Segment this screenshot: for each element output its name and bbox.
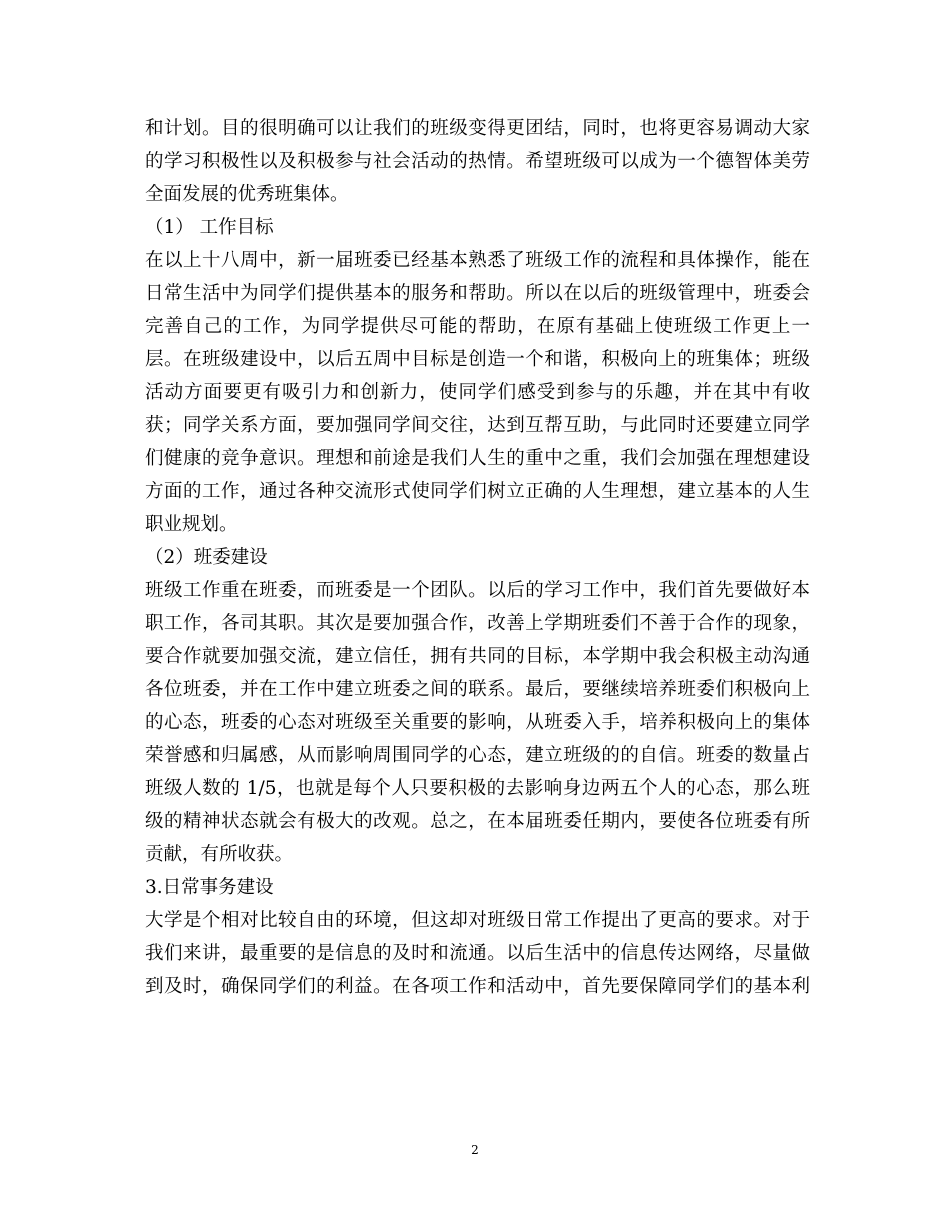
text-line: 的学习积极性以及积极参与社会活动的热情。希望班级可以成为一个德智体美劳 [145, 151, 810, 172]
text-line: 级的精神状态就会有极大的改观。总之，在本届班委任期内，要使各位班委有所 [145, 811, 810, 832]
text-line: 在以上十八周中，新一届班委已经基本熟悉了班级工作的流程和具体操作，能在 [145, 250, 810, 271]
text-line: 各位班委，并在工作中建立班委之间的联系。最后，要继续培养班委们积极向上 [145, 679, 810, 700]
document-body [145, 112, 810, 1003]
text-line: 大学是个相对比较自由的环境，但这却对班级日常工作提出了更高的要求。对于 [145, 910, 810, 931]
text-line: 完善自己的工作，为同学提供尽可能的帮助，在原有基础上使班级工作更上一 [145, 316, 810, 337]
text-line: 贡献，有所收获。 [145, 844, 294, 865]
text-line: （2）班委建设 [145, 547, 268, 568]
text-line: 3.日常事务建设 [145, 877, 274, 898]
text-line: 职工作，各司其职。其次是要加强合作，改善上学期班委们不善于合作的现象， [145, 613, 810, 634]
text-line: 们健康的竞争意识。理想和前途是我们人生的重中之重，我们会加强在理想建设 [145, 448, 810, 469]
page-number: 2 [471, 1143, 479, 1157]
text-line: （1） 工作目标 [145, 217, 274, 238]
text-line: 班级工作重在班委，而班委是一个团队。以后的学习工作中，我们首先要做好本 [145, 580, 810, 601]
text-line: 日常生活中为同学们提供基本的服务和帮助。所以在以后的班级管理中，班委会 [145, 283, 810, 304]
text-line: 获；同学关系方面，要加强同学间交往，达到互帮互助，与此同时还要建立同学 [145, 415, 810, 436]
text-line: 我们来讲，最重要的是信息的及时和流通。以后生活中的信息传达网络，尽量做 [145, 943, 810, 964]
text-line: 班级人数的 1/5，也就是每个人只要积极的去影响身边两五个人的心态，那么班 [145, 778, 810, 799]
text-line: 方面的工作，通过各种交流形式使同学们树立正确的人生理想，建立基本的人生 [145, 481, 810, 502]
text-line: 到及时，确保同学们的利益。在各项工作和活动中，首先要保障同学们的基本利 [145, 976, 810, 997]
text-line: 荣誉感和归属感，从而影响周围同学的心态，建立班级的的自信。班委的数量占 [145, 745, 810, 766]
text-line: 和计划。目的很明确可以让我们的班级变得更团结，同时，也将更容易调动大家 [145, 118, 810, 139]
text-line: 活动方面要更有吸引力和创新力，使同学们感受到参与的乐趣，并在其中有收 [145, 382, 810, 403]
text-line: 全面发展的优秀班集体。 [145, 184, 349, 205]
text-line: 要合作就要加强交流，建立信任，拥有共同的目标，本学期中我会积极主动沟通 [145, 646, 810, 667]
text-line: 的心态，班委的心态对班级至关重要的影响，从班委入手，培养积极向上的集体 [145, 712, 810, 733]
text-line: 职业规划。 [145, 514, 238, 535]
text-line: 层。在班级建设中，以后五周中目标是创造一个和谐，积极向上的班集体；班级 [145, 349, 810, 370]
